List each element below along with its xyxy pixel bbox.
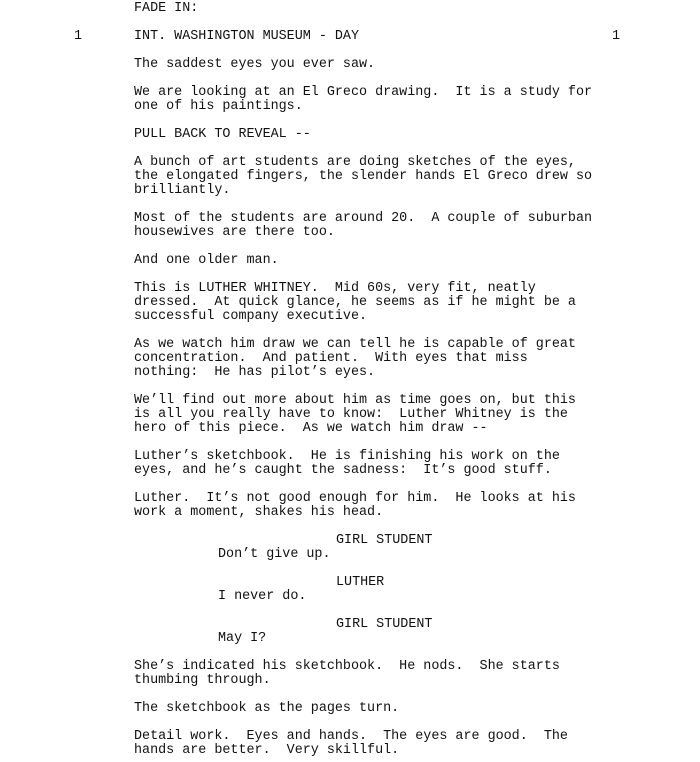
transition: FADE IN: (134, 1, 199, 16)
action-line: The saddest eyes you ever saw. (134, 57, 376, 72)
action-line: brilliantly. (134, 183, 231, 198)
dialogue-line: May I? (218, 631, 267, 646)
action-line: hands are better. Very skillful. (134, 743, 400, 758)
action-line: housewives are there too. (134, 225, 335, 240)
action-line: Luther. It’s not good enough for him. He looks at his (134, 491, 576, 506)
action-line: one of his paintings. (134, 99, 303, 114)
action-line: We are looking at an El Greco drawing. It is a study for (134, 85, 593, 100)
action-line: concentration. And patient. With eyes that miss (134, 351, 528, 366)
action-line: work a moment, shakes his head. (134, 505, 384, 520)
action-line: This is LUTHER WHITNEY. Mid 60s, very fit, neatly (134, 281, 536, 296)
action-line: Most of the students are around 20. A couple of suburban (134, 211, 593, 226)
dialogue-line: I never do. (218, 589, 307, 604)
action-line: She’s indicated his sketchbook. He nods. She starts (134, 659, 560, 674)
action-line: Luther’s sketchbook. He is finishing his work on the (134, 449, 560, 464)
action-line: A bunch of art students are doing sketches of the eyes, (134, 155, 576, 170)
character-name: GIRL STUDENT (336, 533, 433, 548)
action-line: dressed. At quick glance, he seems as if he might be a (134, 295, 576, 310)
action-line: The sketchbook as the pages turn. (134, 701, 400, 716)
dialogue-line: Don’t give up. (218, 547, 331, 562)
action-line: As we watch him draw we can tell he is capable of great (134, 337, 576, 352)
character-name: GIRL STUDENT (336, 617, 433, 632)
action-line: And one older man. (134, 253, 279, 268)
character-name: LUTHER (336, 575, 385, 590)
action-line: thumbing through. (134, 673, 271, 688)
action-line: successful company executive. (134, 309, 368, 324)
scene-number-left: 1 (74, 29, 83, 44)
action-line: the elongated fingers, the slender hands El Greco drew so (134, 169, 593, 184)
action-line: is all you really have to know: Luther Whitney is the (134, 407, 568, 422)
action-line: PULL BACK TO REVEAL -- (134, 127, 311, 142)
action-line: hero of this piece. As we watch him draw -- (134, 421, 488, 436)
scene-heading: INT. WASHINGTON MUSEUM - DAY (134, 29, 359, 44)
action-line: Detail work. Eyes and hands. The eyes are good. The (134, 729, 568, 744)
action-line: nothing: He has pilot’s eyes. (134, 365, 376, 380)
scene-number-right: 1 (612, 29, 621, 44)
action-line: eyes, and he’s caught the sadness: It’s good stuff. (134, 463, 552, 478)
action-line: We’ll find out more about him as time goes on, but this (134, 393, 576, 408)
